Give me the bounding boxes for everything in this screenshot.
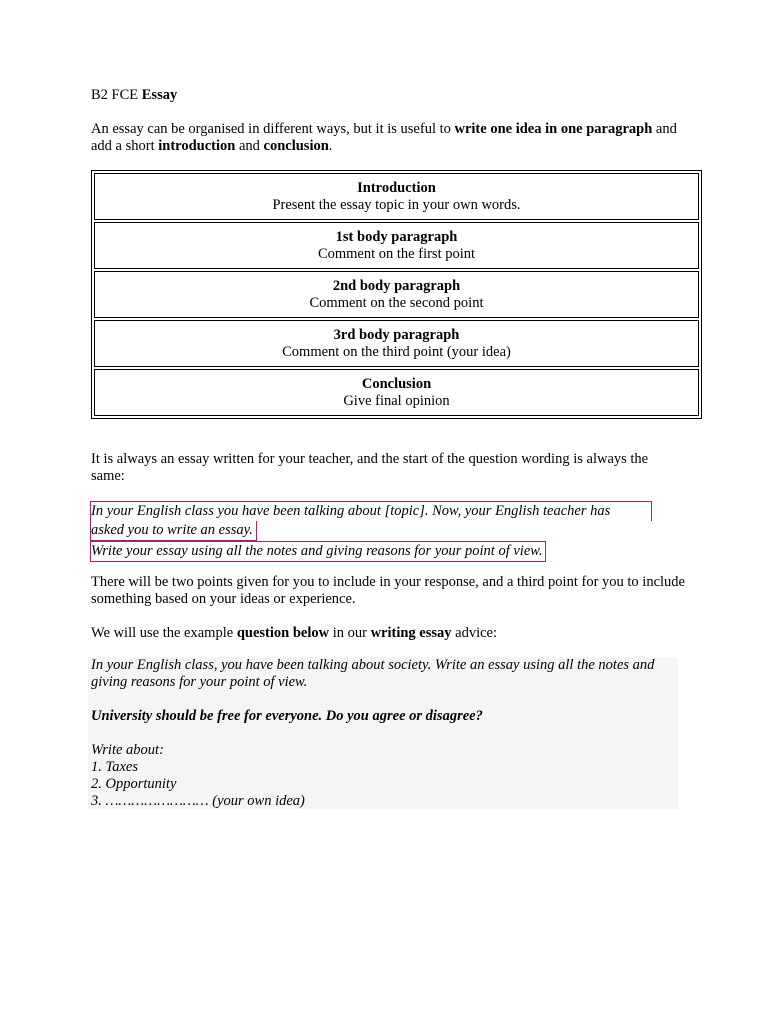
- example-question: [91, 708, 678, 725]
- structure-cell-body-2: [94, 271, 699, 318]
- structure-cell-body-3: [94, 320, 699, 367]
- cell-description: Present the essay topic in your own words.: [272, 196, 521, 213]
- question-rubric-box: [91, 501, 691, 562]
- intro-text-4: .: [328, 138, 333, 154]
- cell-title: 3rd body paragraph: [333, 326, 460, 343]
- example-question-block: [88, 657, 678, 809]
- cell-description: Comment on the second point: [309, 294, 484, 311]
- cell-title: 2nd body paragraph: [332, 277, 461, 294]
- structure-cell-conclusion: [94, 369, 699, 416]
- cell-title: Conclusion: [361, 375, 432, 392]
- cell-description: Comment on the first point: [317, 245, 476, 262]
- rubric-line-1: In your English class you have been talking about [topic]. Now, your English teacher has: [90, 501, 652, 521]
- structure-cell-body-1: [94, 222, 699, 269]
- intro-text-3: and: [235, 138, 264, 154]
- intro-bold-1: write one idea in one paragraph: [454, 121, 653, 137]
- example-intro-text-1: We will use the example: [91, 625, 237, 641]
- example-question-text: University should be free for everyone. Do you agree or disagree?: [91, 708, 483, 724]
- intro-bold-2: introduction: [158, 138, 236, 154]
- example-item-1: 1. Taxes: [91, 759, 138, 775]
- example-intro-paragraph: [91, 625, 681, 642]
- example-context: In your English class, you have been talking about society. Write an essay using all the notes and giving reasons for your point of view.: [91, 657, 655, 690]
- cell-description: Comment on the third point (your idea): [282, 343, 511, 360]
- cell-description: Give final opinion: [343, 392, 450, 409]
- intro-text-1: An essay can be organised in different ways, but it is useful to: [91, 121, 455, 137]
- cell-title: Introduction: [357, 179, 436, 196]
- intro-paragraph: [91, 121, 681, 155]
- example-item-3: 3. …………………… (your own idea): [91, 793, 305, 809]
- example-intro-text-2: in our: [329, 625, 371, 641]
- intro-text-2: and add a short: [91, 121, 677, 154]
- rubric-line-2: asked you to write an essay.: [90, 521, 257, 541]
- document-title: [91, 87, 681, 104]
- points-paragraph: There will be two points given for you to include in your response, and a third point for you to include something based on your ideas or experience.: [91, 574, 685, 607]
- example-write-about: Write about:: [91, 742, 164, 758]
- rubric-line-3: Write your essay using all the notes and giving reasons for your point of view.: [90, 541, 546, 562]
- example-intro-bold-1: question below: [236, 625, 330, 641]
- example-intro-bold-2: writing essay: [370, 625, 452, 641]
- structure-cell-introduction: [94, 173, 699, 220]
- cell-title: 1st body paragraph: [335, 228, 458, 245]
- example-intro-text-3: advice:: [451, 625, 498, 641]
- intro-bold-3: conclusion: [263, 138, 329, 154]
- title-prefix: B2 FCE: [91, 87, 142, 103]
- teacher-paragraph: It is always an essay written for your teacher, and the start of the question wording is always the same:: [91, 451, 649, 484]
- essay-structure-table: [91, 170, 702, 419]
- example-item-2: 2. Opportunity: [91, 776, 177, 792]
- title-bold: Essay: [141, 87, 178, 103]
